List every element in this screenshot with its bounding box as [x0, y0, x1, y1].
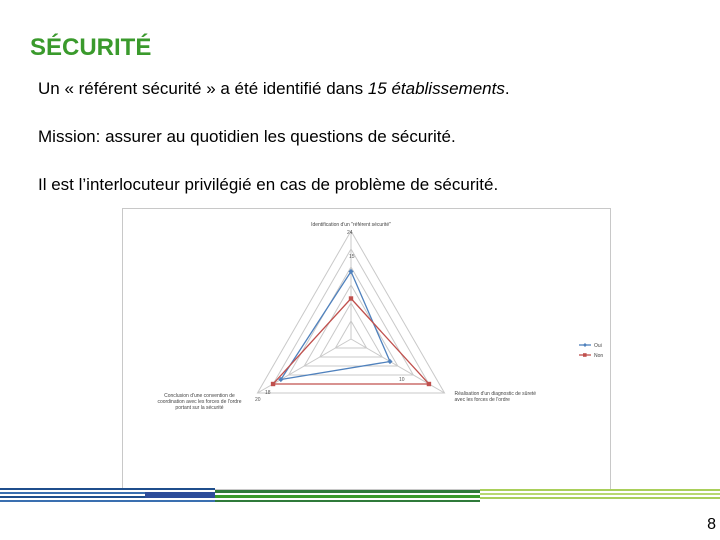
- tick-label-0: 24: [347, 230, 353, 236]
- radar-axis-labels: [157, 222, 536, 411]
- radar-legend: [579, 343, 603, 359]
- slide-title: SÉCURITÉ: [30, 34, 152, 61]
- tick-label-1: 15: [349, 254, 355, 260]
- legend-label-oui: Oui: [594, 343, 602, 349]
- tick-label-2: 10: [399, 377, 405, 383]
- legend-marker-non: [583, 353, 587, 357]
- axis-label-2-line-2: portant sur la sécurité: [175, 405, 224, 411]
- radar-chart-frame: [122, 208, 611, 490]
- text-line-referent-start: Un « référent sécurité » a été identifié dans: [38, 79, 368, 98]
- text-line-interlocuteur: Il est l’interlocuteur privilégié en cas de problème de sécurité.: [38, 175, 499, 194]
- footer-stripes: [0, 486, 720, 504]
- text-line-referent-end: .: [504, 79, 510, 98]
- axis-label-2: [157, 393, 241, 411]
- axis-label-2-line-1: coordination avec les forces de l'ordre: [157, 399, 242, 405]
- point-oui-1: [387, 359, 392, 364]
- legend-label-non: Non: [594, 353, 604, 359]
- text-line-referent: [38, 79, 510, 99]
- axis-label-0: [311, 222, 391, 228]
- legend-marker-oui: [583, 343, 587, 347]
- axis-label-2-line-0: Conclusion d'une convention de: [164, 393, 235, 399]
- axis-label-1-line-1: avec les forces de l'ordre: [454, 397, 510, 403]
- point-non-1: [427, 382, 431, 386]
- tick-label-3: 18: [265, 390, 271, 396]
- text-line-referent-emphasis: 15 établissements: [367, 79, 505, 98]
- axis-label-0-line-0: Identification d'un "référent sécurité": [311, 222, 391, 228]
- axis-label-1-line-0: Réalisation d'un diagnostic de sûreté: [454, 391, 537, 397]
- page-number: 8: [707, 516, 716, 533]
- text-line-mission: Mission: assurer au quotidien les questions de sécurité.: [38, 127, 456, 146]
- point-non-0: [349, 296, 353, 300]
- tick-label-4: 20: [255, 397, 261, 403]
- axis-label-1: [455, 391, 537, 403]
- point-non-2: [271, 382, 275, 386]
- radar-chart: [123, 209, 610, 489]
